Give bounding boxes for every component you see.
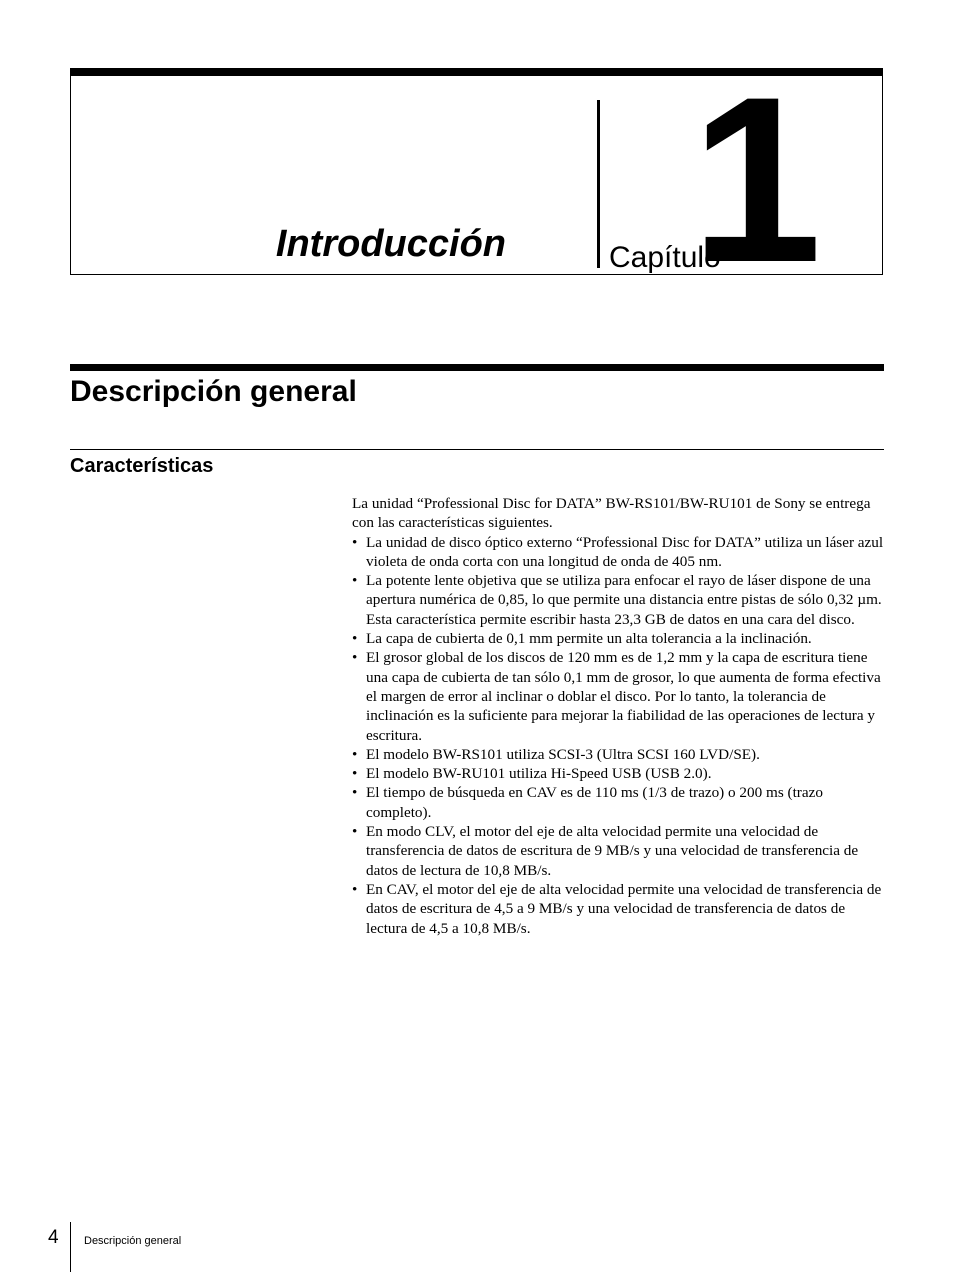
bullet-icon: • — [352, 880, 358, 898]
list-item — [352, 783, 884, 822]
list-item-text: La unidad de disco óptico externo “Professional Disc for DATA” utiliza un láser azul violeta de onda corta con una longitud de onda de 405 nm. — [366, 533, 884, 570]
footer-section-label: Descripción general — [84, 1235, 182, 1247]
feature-list — [352, 533, 884, 938]
list-item — [352, 648, 884, 744]
intro-paragraph: La unidad “Professional Disc for DATA” BW-RS101/BW-RU101 de Sony se entrega con las características siguientes. — [352, 495, 871, 532]
subsection-title: Características — [70, 455, 214, 477]
body-text — [352, 494, 884, 938]
chapter-label: Capítulo — [609, 241, 721, 274]
bullet-icon: • — [352, 784, 358, 802]
chapter-number: 1 — [690, 48, 822, 312]
list-item — [352, 533, 884, 572]
chapter-title: Introducción — [275, 223, 506, 265]
list-item — [352, 571, 884, 629]
bullet-icon: • — [352, 572, 358, 590]
bullet-icon: • — [352, 823, 358, 841]
subsection-rule — [70, 449, 884, 450]
list-item — [352, 764, 884, 783]
bullet-icon: • — [352, 630, 358, 648]
list-item-text: En modo CLV, el motor del eje de alta velocidad permite una velocidad de transferencia de datos de escritura de 9 MB/s y una velocidad de transferencia de datos de lectura de 10,8 MB/s. — [366, 823, 859, 879]
list-item-text: El grosor global de los discos de 120 mm es de 1,2 mm y la capa de escritura tiene una capa de cubierta de tan sólo 0,1 mm de grosor, lo que aumenta de forma efectiva el margen de error al inclinar o doblar el disco. Por lo tanto, la tolerancia de inclinación es la suficiente para mejorar la fiabilidad de las operaciones de lectura y escritura. — [366, 649, 881, 744]
section-rule — [70, 364, 884, 371]
list-item — [352, 822, 884, 880]
list-item-text: La capa de cubierta de 0,1 mm permite un alta tolerancia a la inclinación. — [366, 630, 812, 648]
list-item-text: El tiempo de búsqueda en CAV es de 110 ms (1/3 de trazo) o 200 ms (trazo completo). — [366, 784, 823, 821]
list-item-text: La potente lente objetiva que se utiliza para enfocar el rayo de láser dispone de una apertura numérica de 0,85, lo que permite una distancia entre pistas de sólo 0,32 µm. Esta característica permite escribir hasta 23,3 GB de datos en una cara del disco. — [366, 572, 882, 628]
bullet-icon: • — [352, 533, 358, 551]
list-item — [352, 745, 884, 764]
bullet-icon: • — [352, 765, 358, 783]
list-item — [352, 880, 884, 938]
bullet-icon: • — [352, 745, 358, 763]
page-number: 4 — [48, 1227, 59, 1248]
bullet-icon: • — [352, 649, 358, 667]
list-item-text: El modelo BW-RS101 utiliza SCSI-3 (Ultra SCSI 160 LVD/SE). — [366, 745, 760, 763]
list-item-text: El modelo BW-RU101 utiliza Hi-Speed USB (USB 2.0). — [366, 765, 712, 783]
section-title: Descripción general — [70, 375, 357, 408]
chapter-divider — [597, 100, 600, 268]
footer-divider — [70, 1222, 71, 1272]
chapter-header-box — [70, 48, 883, 312]
list-item-text: En CAV, el motor del eje de alta velocidad permite una velocidad de transferencia de datos de escritura de 4,5 a 9 MB/s y una velocidad de transferencia de datos de lectura de 4,5 a 10,8 MB/s. — [366, 880, 882, 937]
list-item — [352, 629, 884, 648]
